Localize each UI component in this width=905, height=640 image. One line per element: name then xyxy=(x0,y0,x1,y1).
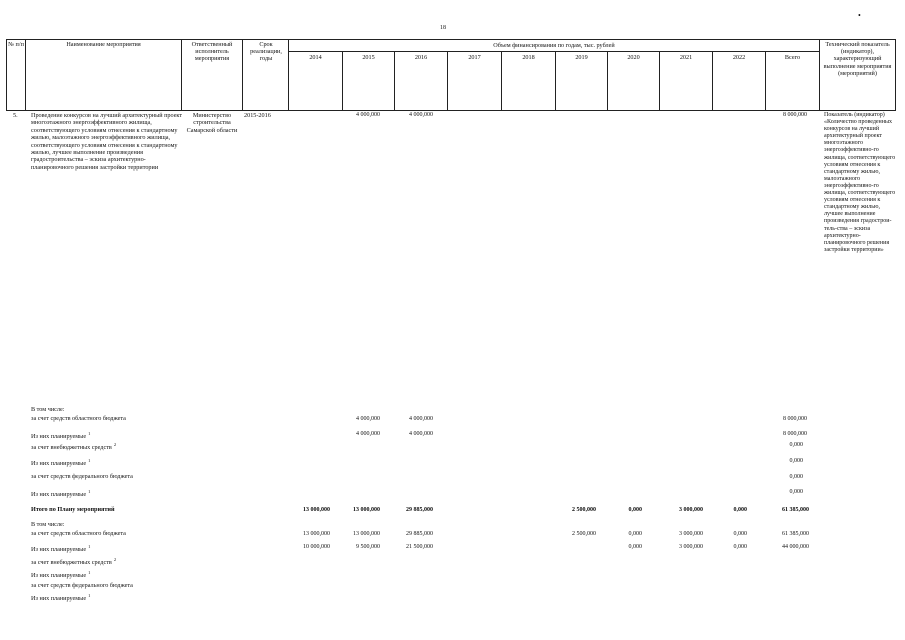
summary-planned3-row xyxy=(31,592,90,602)
header-num: № п/п xyxy=(8,41,24,48)
summary-regional-2016: 29 885,000 xyxy=(406,531,433,537)
row5-indicator: Показатель (индикатор) «Количество проведенных конкурсов на лучший архитектурный проект многоэтажного энергоэффективно-го жилища, соответствующего условиям отнесения к стандартному жилью, малоэтажного энергоэффективно-го жилища, соответствующего условиям отнесения к стандартному жилью, лучшее выполнение произведения градостроитель-ства – эскиза архитектурно-планировочного решения застройки территории» xyxy=(824,112,896,253)
summary-federal-label: за счет средств федерального бюджета xyxy=(31,582,133,589)
row5-regional-2016: 4 000,000 xyxy=(409,416,433,422)
summary-planned2-label: Из них планируемые xyxy=(31,572,87,580)
row5-planned3-footnote: 1 xyxy=(88,489,91,494)
summary-regional-2014: 13 000,000 xyxy=(303,531,330,537)
row5-planned3-row xyxy=(31,488,90,498)
row5-regional-label: за счет средств областного бюджета xyxy=(31,415,126,422)
summary-planned-2016: 21 500,000 xyxy=(406,544,433,550)
row5-name: Проведение конкурсов на лучший архитектурный проект многоэтажного энергоэффективного жилища, соответствующего условиям отнесения к стандартному жилью, малоэтажного энергоэффективного жилища, соответствующего условиям отнесения к стандартному жилью, лучшее выполнение произведения градостроительства – эскиза архитектурно-планировочного решения застройки территории xyxy=(31,112,183,171)
header-year-2020: 2020 xyxy=(627,54,640,61)
row5-executor: Министерство строительства Самарской области xyxy=(186,112,238,134)
corner-mark: • xyxy=(858,11,861,20)
row5-planned3-label: Из них планируемые xyxy=(31,491,87,499)
summary-planned-2022: 0,000 xyxy=(733,544,747,550)
col-line xyxy=(25,39,26,111)
header-funding: Объем финансирования по годам, тыс. рублей xyxy=(493,42,615,49)
summary-planned2-footnote: 1 xyxy=(88,570,91,575)
summary-planned-footnote: 1 xyxy=(88,544,91,549)
col-line xyxy=(819,39,820,111)
row5-planned-row xyxy=(31,430,90,440)
row5-planned-2015: 4 000,000 xyxy=(356,431,380,437)
table-header xyxy=(6,39,896,111)
summary-regional-total: 61 385,000 xyxy=(782,531,809,537)
row5-regional-2015: 4 000,000 xyxy=(356,416,380,422)
row5-planned3-total: 0,000 xyxy=(789,489,803,495)
row5-planned-total: 8 000,000 xyxy=(783,431,807,437)
summary-regional-2020: 0,000 xyxy=(628,531,642,537)
row5-period: 2015-2016 xyxy=(244,112,271,119)
header-bottom-line xyxy=(6,110,896,111)
summary-regional-label: за счет средств областного бюджета xyxy=(31,530,126,537)
summary-total-2021: 3 000,000 xyxy=(679,507,703,513)
summary-total-2020: 0,000 xyxy=(628,507,642,513)
header-year-2014: 2014 xyxy=(309,54,322,61)
summary-regional-2022: 0,000 xyxy=(733,531,747,537)
row5-federal-total: 0,000 xyxy=(789,474,803,480)
page-number: 18 xyxy=(440,25,446,31)
summary-regional-2019: 2 500,000 xyxy=(572,531,596,537)
row5-value-2016: 4 000,000 xyxy=(409,112,433,118)
row5-value-2015: 4 000,000 xyxy=(356,112,380,118)
col-line xyxy=(895,39,896,111)
row5-planned-2016: 4 000,000 xyxy=(409,431,433,437)
row5-in-that-number: В том числе: xyxy=(31,406,65,413)
row5-planned2-total: 0,000 xyxy=(789,458,803,464)
summary-planned3-label: Из них планируемые xyxy=(31,595,87,603)
summary-extrabudget-footnote: 2 xyxy=(113,557,117,562)
summary-planned3-footnote: 1 xyxy=(88,593,91,598)
col-line xyxy=(288,39,289,111)
row5-federal-label: за счет средств федерального бюджета xyxy=(31,473,133,480)
col-line xyxy=(6,39,7,111)
summary-regional-2015: 13 000,000 xyxy=(353,531,380,537)
header-year-2022: 2022 xyxy=(732,54,746,61)
header-year-2021: 2021 xyxy=(679,54,693,61)
row5-extrabudget-total: 0,000 xyxy=(789,442,803,448)
summary-planned-2014: 10 000,000 xyxy=(303,544,330,550)
header-year-total: Всего xyxy=(784,54,801,61)
summary-extrabudget-row xyxy=(31,556,116,566)
summary-planned-2021: 3 000,000 xyxy=(679,544,703,550)
summary-planned-2020: 0,000 xyxy=(628,544,642,550)
row5-value-total: 8 000,000 xyxy=(783,112,807,118)
row5-planned-footnote: 1 xyxy=(88,431,91,436)
header-year-2016: 2016 xyxy=(414,54,428,61)
summary-planned-total: 44 000,000 xyxy=(782,544,809,550)
summary-total-all: 61 385,000 xyxy=(782,507,809,513)
summary-planned-label: Из них планируемые xyxy=(31,546,87,554)
header-executor: Ответственный исполнитель мероприятия xyxy=(191,41,233,63)
summary-total-label: Итого по Плану мероприятий xyxy=(31,506,115,513)
row5-num: 5. xyxy=(13,112,18,119)
summary-total-2016: 29 885,000 xyxy=(406,507,433,513)
header-indicator: Технический показатель (индикатор), характеризующий выполнение мероприятия (мероприятий) xyxy=(823,41,892,77)
row5-planned2-label: Из них планируемые xyxy=(31,460,87,468)
summary-extrabudget-label: за счет внебюджетных средств xyxy=(31,559,112,567)
header-year-2015: 2015 xyxy=(362,54,375,61)
row5-planned-label: Из них планируемые xyxy=(31,433,87,441)
col-line xyxy=(242,39,243,111)
header-year-2018: 2018 xyxy=(522,54,535,61)
row5-extrabudget-row xyxy=(31,441,116,451)
header-name: Наименование мероприятия xyxy=(66,41,141,48)
header-period: Срок реализации, годы xyxy=(250,41,282,63)
summary-total-2022: 0,000 xyxy=(733,507,747,513)
header-subrow-line xyxy=(288,51,820,52)
row5-planned2-row xyxy=(31,457,90,467)
row5-extrabudget-footnote: 2 xyxy=(113,442,117,447)
summary-total-2019: 2 500,000 xyxy=(572,507,596,513)
header-year-2019: 2019 xyxy=(575,54,588,61)
row5-planned2-footnote: 1 xyxy=(88,458,91,463)
summary-planned-row xyxy=(31,543,90,553)
row5-extrabudget-label: за счет внебюджетных средств xyxy=(31,444,112,452)
summary-total-2014: 13 000,000 xyxy=(303,507,330,513)
summary-regional-2021: 3 000,000 xyxy=(679,531,703,537)
header-year-2017: 2017 xyxy=(468,54,481,61)
summary-in-that-number: В том числе: xyxy=(31,521,65,528)
row5-regional-total: 8 000,000 xyxy=(783,416,807,422)
summary-total-2015: 13 000,000 xyxy=(353,507,380,513)
header-top-line xyxy=(6,39,896,40)
summary-planned-2015: 9 500,000 xyxy=(356,544,380,550)
summary-planned2-row xyxy=(31,569,90,579)
